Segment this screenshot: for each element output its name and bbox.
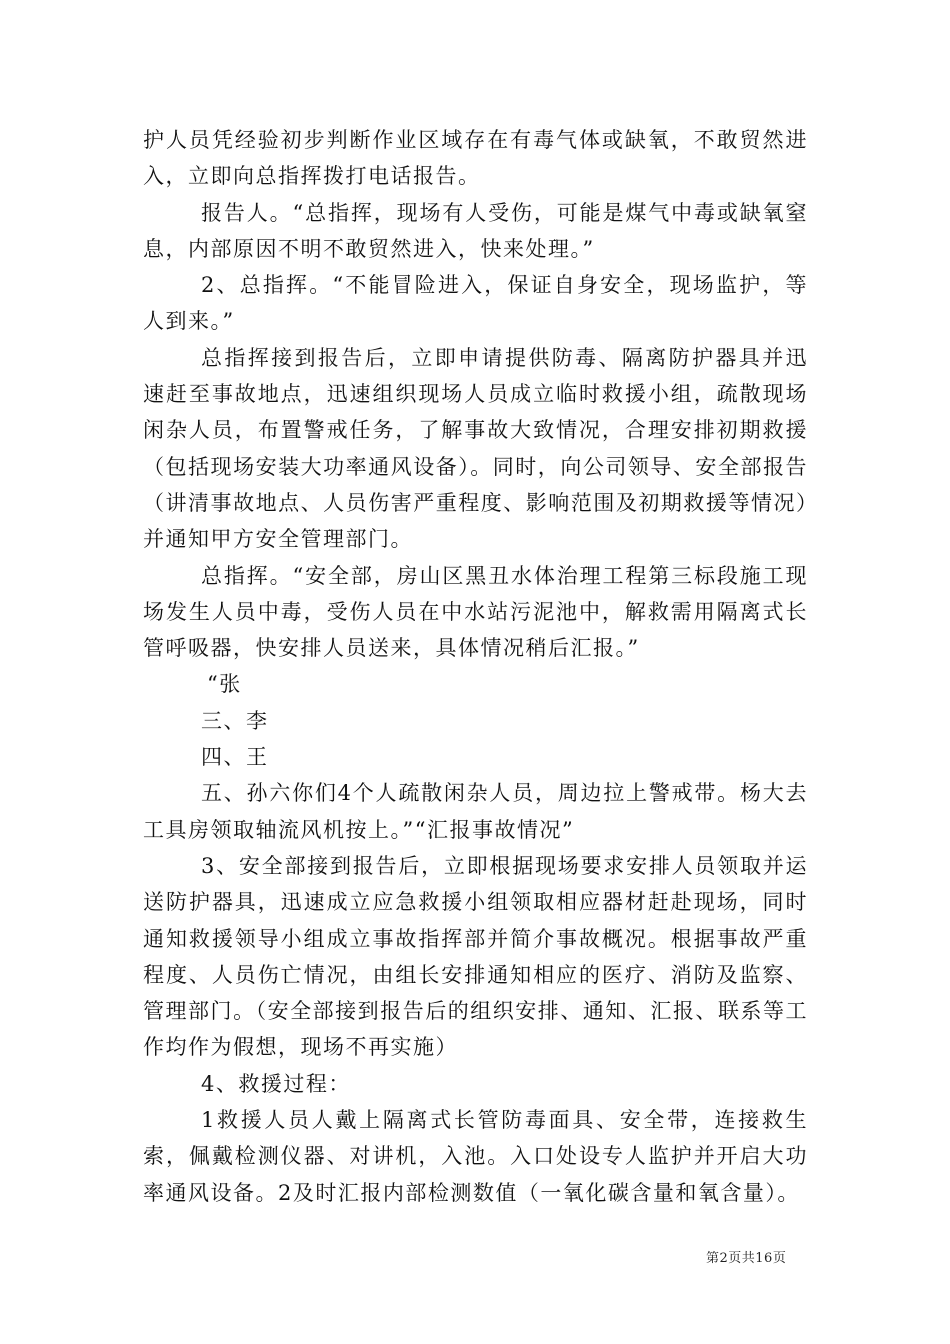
document-body xyxy=(143,122,808,1211)
page-number: 第2页共16页 xyxy=(706,1251,787,1266)
paragraph-commander-call: 总指挥。“安全部，房山区黑丑水体治理工程第三标段施工现场发生人员中毒，受伤人员在中水站污泥池中，解救需用隔离式长管呼吸器，快安排人员送来，具体情况稍后汇报。” xyxy=(143,563,808,661)
paragraph-assignments: 五、孙六你们4个人疏散闲杂人员，周边拉上警戒带。杨大去工具房领取轴流风机按上。”“汇报事故情况” xyxy=(143,781,808,842)
paragraph-safety-dept: 3、安全部接到报告后，立即根据现场要求安排人员领取并运送防护器具，迅速成立应急救援小组领取相应器材赶赴现场，同时通知救援领导小组成立事故指挥部并简介事故概况。根据事故严重程度、人员伤亡情况，由组长安排通知相应的医疗、消防及监察、管理部门。（安全部接到报告后的组织安排、通知、汇报、联系等工作均作为假想，现场不再实施） xyxy=(143,853,808,1060)
paragraph-commander-reply: 2、总指挥。“不能冒险进入，保证自身安全，现场监护，等人到来。” xyxy=(143,273,808,334)
paragraph-continuation: 护人员凭经验初步判断作业区域存在有毒气体或缺氧，不敢贸然进入，立即向总指挥拨打电话报告。 xyxy=(143,128,808,189)
paragraph-name-wang: 四、王 xyxy=(201,745,269,770)
paragraph-name-li: 三、李 xyxy=(201,708,269,733)
paragraph-rescue-heading: 4、救援过程： xyxy=(201,1071,351,1096)
paragraph-commander-actions: 总指挥接到报告后，立即申请提供防毒、隔离防护器具并迅速赶至事故地点，迅速组织现场人员成立临时救援小组，疏散现场闲杂人员，布置警戒任务，了解事故大致情况，合理安排初期救援（包括现场安装大功率通风设备）。同时，向公司领导、安全部报告（讲清事故地点、人员伤害严重程度、影响范围及初期救援等情况）并通知甲方安全管理部门。 xyxy=(143,345,808,552)
paragraph-name-zhang: “张 xyxy=(207,672,242,697)
paragraph-rescue-steps: 1救援人员人戴上隔离式长管防毒面具、安全带，连接救生索，佩戴检测仪器、对讲机，入池。入口处设专人监护并开启大功率通风设备。2及时汇报内部检测数值（一氧化碳含量和氧含量）。 xyxy=(143,1108,808,1205)
paragraph-reporter-quote: 报告人。“总指挥，现场有人受伤，可能是煤气中毒或缺氧窒息，内部原因不明不敢贸然进入，快来处理。” xyxy=(143,200,808,261)
